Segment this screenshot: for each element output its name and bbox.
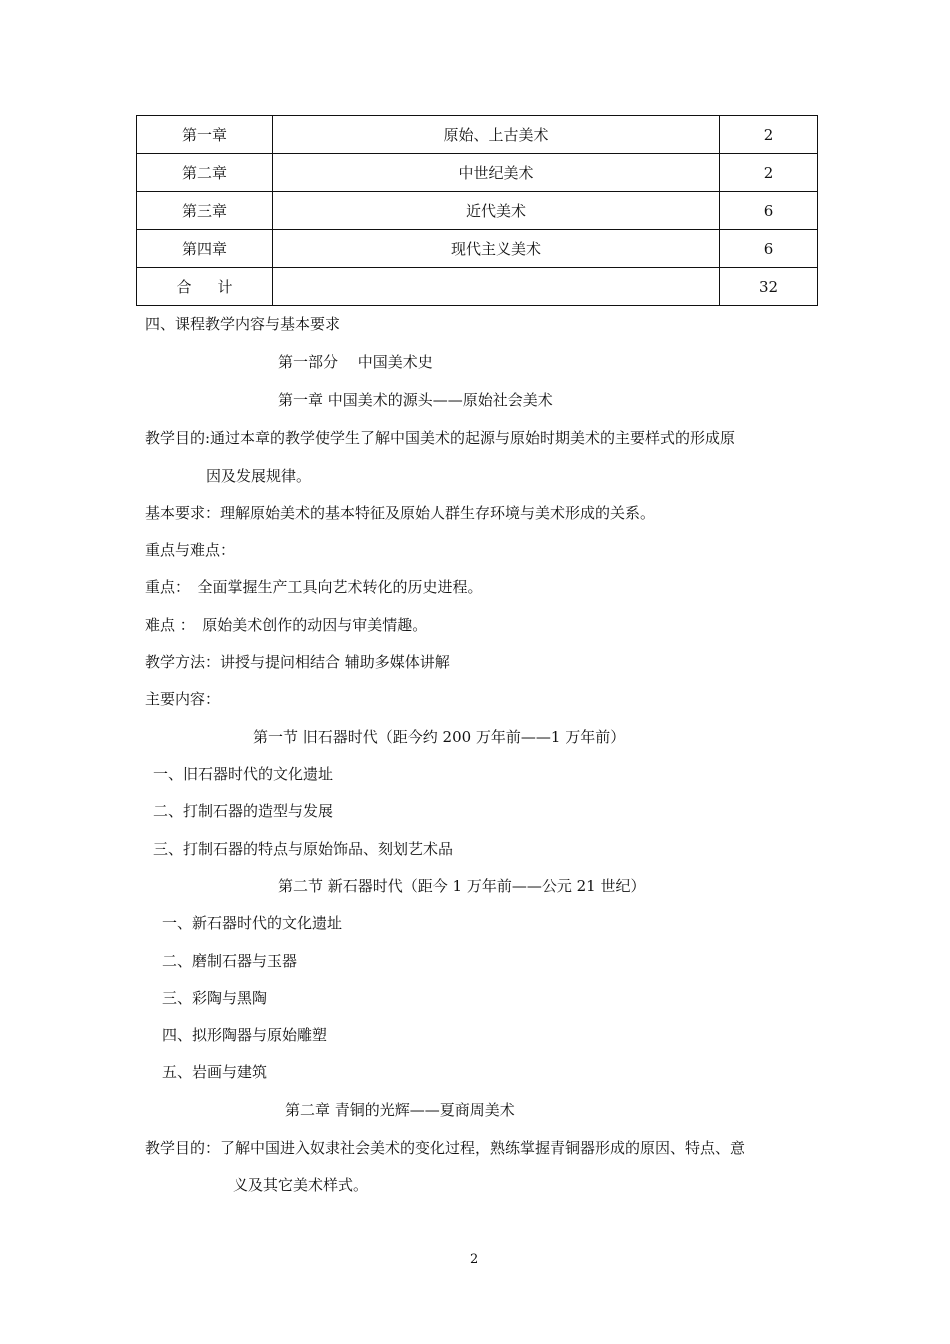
list-item: 三、打制石器的特点与原始饰品、刻划艺术品 xyxy=(153,840,454,858)
list-item: 四、拟形陶器与原始雕塑 xyxy=(162,1026,328,1044)
list-item: 三、彩陶与黑陶 xyxy=(162,989,268,1007)
hours-cell: 6 xyxy=(720,192,818,230)
difficult-point: 难点 ： 原始美术创作的动因与审美情趣。 xyxy=(145,616,428,634)
chapter2-goal-line2: 义及其它美术样式。 xyxy=(233,1176,369,1194)
total-topic-cell xyxy=(273,268,720,306)
list-item: 二、打制石器的造型与发展 xyxy=(153,802,334,820)
chapter-cell: 第二章 xyxy=(137,154,273,192)
section2-title: 第二节 新石器时代（距今 1 万年前——公元 21 世纪） xyxy=(278,877,646,895)
total-label: 合计 xyxy=(176,278,259,296)
chapter2-title: 第二章 青铜的光辉——夏商周美术 xyxy=(285,1101,515,1119)
chapter-cell: 第四章 xyxy=(137,230,273,268)
part-title: 第一部分 中国美术史 xyxy=(278,353,433,371)
key-point: 重点： 全面掌握生产工具向艺术转化的历史进程。 xyxy=(145,578,483,596)
total-label-cell xyxy=(137,268,273,306)
chapter-cell: 第三章 xyxy=(137,192,273,230)
list-item: 一、新石器时代的文化遗址 xyxy=(162,914,343,932)
total-hours-cell: 32 xyxy=(720,268,818,306)
hours-cell: 2 xyxy=(720,154,818,192)
list-item: 一、旧石器时代的文化遗址 xyxy=(153,765,334,783)
chapter1-goal-line1: 教学目的:通过本章的教学使学生了解中国美术的起源与原始时期美术的主要样式的形成原 xyxy=(145,429,736,447)
chapter-cell: 第一章 xyxy=(137,116,273,154)
table-row xyxy=(137,192,818,230)
chapter1-goal-line2: 因及发展规律。 xyxy=(206,467,312,485)
teaching-method: 教学方法：讲授与提问相结合 辅助多媒体讲解 xyxy=(145,653,450,671)
page-number: 2 xyxy=(470,1252,479,1267)
main-content-heading: 主要内容： xyxy=(145,690,221,708)
topic-cell: 现代主义美术 xyxy=(273,230,720,268)
hours-cell: 2 xyxy=(720,116,818,154)
topic-cell: 近代美术 xyxy=(273,192,720,230)
class-hours-table xyxy=(136,115,818,306)
table-total-row xyxy=(137,268,818,306)
key-difficult-heading: 重点与难点： xyxy=(145,541,236,559)
topic-cell: 中世纪美术 xyxy=(273,154,720,192)
table-row xyxy=(137,230,818,268)
table-row xyxy=(137,154,818,192)
list-item: 二、磨制石器与玉器 xyxy=(162,952,298,970)
chapter1-title: 第一章 中国美术的源头——原始社会美术 xyxy=(278,391,553,409)
section-heading: 四、课程教学内容与基本要求 xyxy=(145,315,341,333)
chapter2-goal-line1: 教学目的：了解中国进入奴隶社会美术的变化过程，熟练掌握青铜器形成的原因、特点、意 xyxy=(145,1139,746,1157)
table-row xyxy=(137,116,818,154)
hours-cell: 6 xyxy=(720,230,818,268)
chapter1-requirement: 基本要求：理解原始美术的基本特征及原始人群生存环境与美术形成的关系。 xyxy=(145,504,656,522)
topic-cell: 原始、上古美术 xyxy=(273,116,720,154)
list-item: 五、岩画与建筑 xyxy=(162,1063,268,1081)
section1-title: 第一节 旧石器时代（距今约 200 万年前——1 万年前） xyxy=(253,728,626,746)
